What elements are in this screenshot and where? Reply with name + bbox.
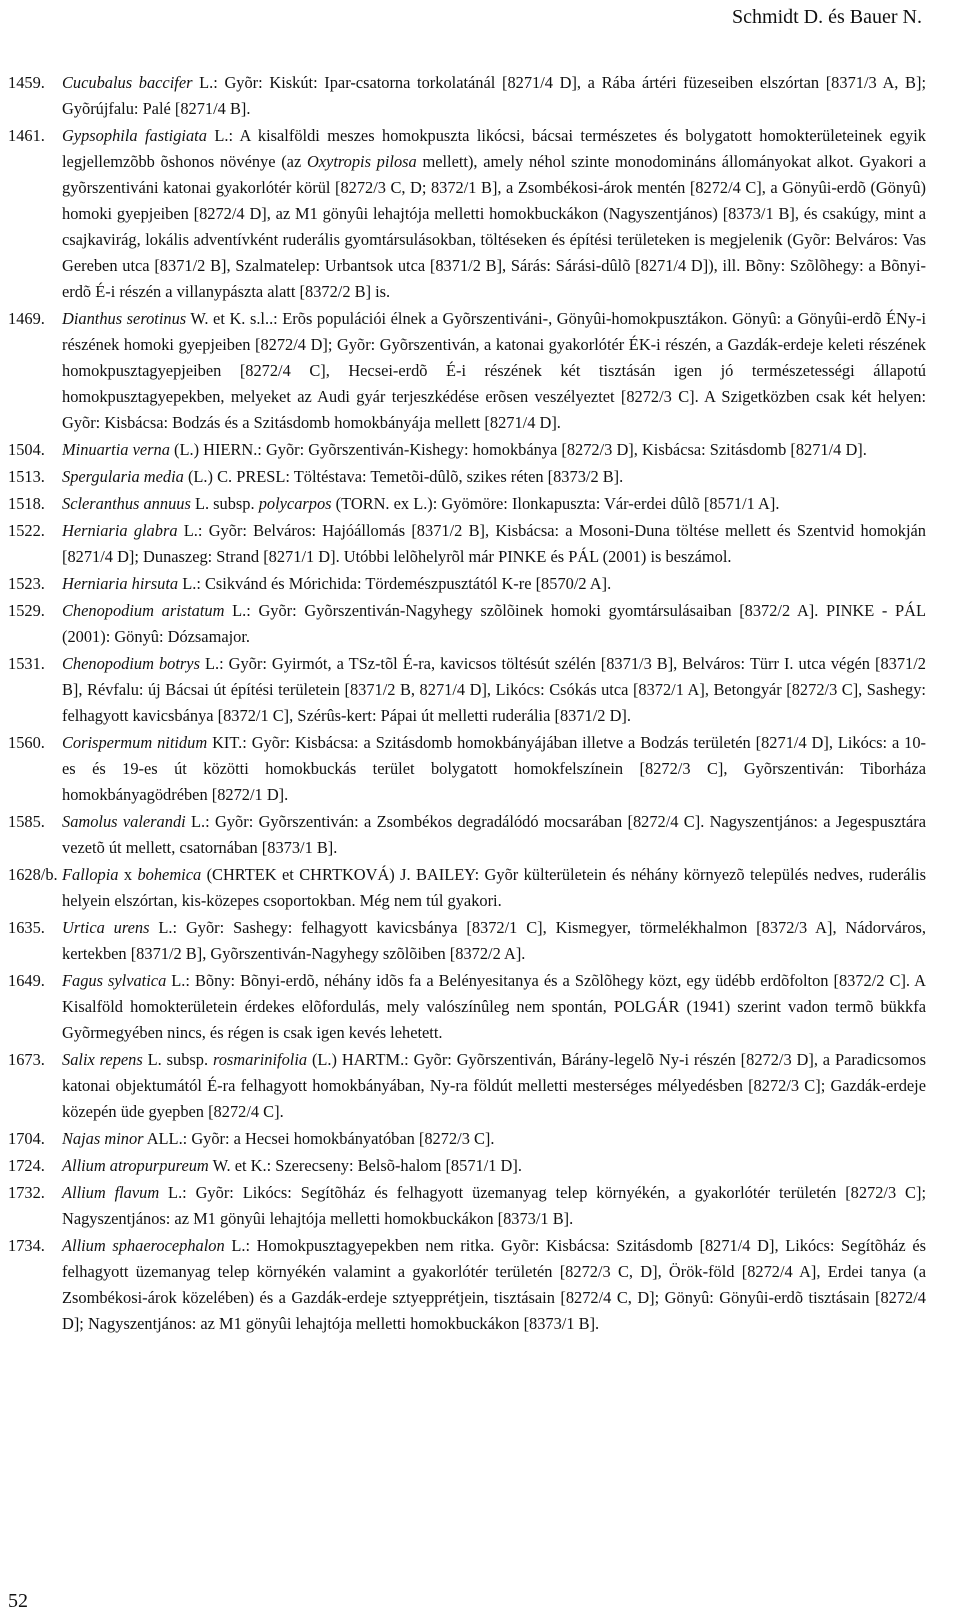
entry-text: L. subsp. [142, 1050, 213, 1069]
species-entry [8, 70, 926, 122]
running-head: Schmidt D. és Bauer N. [732, 6, 922, 28]
species-name: Spergularia media [62, 467, 184, 486]
entry-number: 1461. [8, 126, 45, 145]
entry-number: 1459. [8, 73, 45, 92]
species-name: Samolus valerandi [62, 812, 186, 831]
entry-number: 1649. [8, 971, 45, 990]
species-entry [8, 968, 926, 1046]
species-entry [8, 1047, 926, 1125]
species-name: Gypsophila fastigiata [62, 126, 207, 145]
entry-number: 1704. [8, 1129, 45, 1148]
species-name: Dianthus serotinus [62, 309, 187, 328]
entry-number: 1560. [8, 733, 45, 752]
species-name: Herniaria hirsuta [62, 574, 179, 593]
species-entry [8, 598, 926, 650]
species-name-secondary: rosmarinifolia [212, 1050, 308, 1069]
entry-text-continued: (TORN. ex L.): Gyömöre: Ilonkapuszta: Vár-erdei dûlõ [8571/1 A]. [331, 494, 780, 513]
species-name-secondary: Oxytropis pilosa [306, 152, 417, 171]
entry-text: (L.) HIERN.: Gyõr: Gyõrszentiván-Kishegy: homokbánya [8272/3 D], Kisbácsa: Szitásdomb [8271/4 D]. [169, 440, 867, 459]
entry-text: L.: A kisalföldi meszes homokpuszta likócsi, bácsai természetes és bolygatott homokterületeinek egyik legjellemzõbb õshonos növénye (az [62, 126, 926, 171]
entry-text: L.: Gyõr: Kiskút: Ipar-csatorna torkolatánál [8271/4 D], a Rába ártéri füzeseiben elszórtan [8371/3 A, B]; Gyõrújfalu: Palé [8271/4 B]. [62, 73, 926, 118]
entry-number: 1732. [8, 1183, 45, 1202]
entry-number: 1673. [8, 1050, 45, 1069]
entry-text: L. subsp. [190, 494, 259, 513]
species-entry [8, 1153, 926, 1179]
entry-text: L.: Gyõr: Sashegy: felhagyott kavicsbánya [8372/1 C], Kismegyer, törmelékhalmon [8372/3 A], Nádorváros, kertekben [8371/2 B], Gyõrszentiván-Nagyhegy szõlõiben [8372/2 A]. [62, 918, 926, 963]
species-entry [8, 1126, 926, 1152]
entry-number: 1469. [8, 309, 45, 328]
species-name: Chenopodium aristatum [62, 601, 225, 620]
entry-text: KIT.: Gyõr: Kisbácsa: a Szitásdomb homokbányájában illetve a Bodzás területén [8271/4 D], Likócs: a 10-es és 19-es út közötti homokbuckás terület bolygatott homokfelszínein [8272/3 C], Gyõrszentiván: Tiborháza homokbányagödrében [8272/1 D]. [62, 733, 926, 804]
species-name-secondary: polycarpos [258, 494, 332, 513]
species-name: Scleranthus annuus [62, 494, 191, 513]
species-name: Allium flavum [62, 1183, 160, 1202]
entry-number: 1504. [8, 440, 45, 459]
species-entry [8, 730, 926, 808]
species-entry [8, 464, 926, 490]
entry-text-continued: (L.) HARTM.: Gyõr: Gyõrszentiván, Bárány-legelõ Ny-i részén [8272/3 D], a Paradicsomos katonai objektumától É-ra felhagyott homokbányában, Ny-ra földút melletti mesterséges mélyedésben [8272/3 C]; Gazdák-erdeje közepén üde gyepben [8272/4 C]. [62, 1050, 927, 1121]
entry-text: L.: Gyõr: Gyirmót, a TSz-tõl É-ra, kavicsos töltésút szélén [8371/3 B], Belváros: Türr I. utca végén [8371/2 B], Révfalu: új Bácsai út építési területein [8371/2 B, 8271/4 D], Likócs: Csókás utca [8372/1 A], Betongyár [8272/3 C], Sashegy: felhagyott kavicsbánya [8372/1 C], Szérûs-kert: Pápai út melletti ruderália [8371/2 D]. [62, 654, 926, 725]
entry-number: 1531. [8, 654, 45, 673]
species-name: Allium atropurpureum [62, 1156, 209, 1175]
species-name: Allium sphaerocephalon [62, 1236, 225, 1255]
entry-text: (L.) C. PRESL: Töltéstava: Temetõi-dûlõ, szikes réten [8373/2 B]. [183, 467, 624, 486]
entry-number: 1522. [8, 521, 45, 540]
entry-number: 1724. [8, 1156, 45, 1175]
entry-number: 1513. [8, 467, 45, 486]
species-list [8, 70, 926, 1338]
species-entry [8, 915, 926, 967]
entry-number: 1628/b. [8, 865, 58, 884]
species-entry [8, 862, 926, 914]
entry-text-continued: (CHRTEK et CHRTKOVÁ) J. BAILEY: Gyõr külterületein és néhány környezõ település nedves, ruderális helyein elszórtan, kis-közepes csoportokban. Még nem túl gyakori. [62, 865, 927, 910]
entry-text: L.: Gyõr: Gyõrszentiván: a Zsombékos degradálódó mocsarában [8272/4 C]. Nagyszentjános: a Jegespusztára vezetõ út mellett, csatornában [8373/1 B]. [62, 812, 926, 857]
entry-number: 1518. [8, 494, 45, 513]
species-name: Salix repens [62, 1050, 143, 1069]
entry-text: L.: Csikvánd és Mórichida: Tördemészpusztától K-re [8570/2 A]. [178, 574, 612, 593]
species-name: Herniaria glabra [62, 521, 178, 540]
entry-text: W. et K. s.l..: Erõs populációi élnek a Gyõrszentiváni-, Gönyûi-homokpusztákon. Gönyû: a Gönyûi-erdõ ÉNy-i részének homoki gyepjeiben [8272/4 D]; Gyõr: Gyõrszentiván, a katonai gyakorlótér ÉK-i részén, a Gazdák-erdeje keleti részének homokpusztagyepjeiben [8272/4 C], Hecsei-erdõ É-i részének két tisztásán igen jó természetességi állapotú homokpusztagyepekben, melyeket az Audi gyár terjeszkédése erõsen veszélyeztet [8272/3 C]. A Szigetközben csak két helyen: Gyõr: Kisbácsa: Bodzás és a Szitásdomb homokbányája mellett [8271/4 D]. [62, 309, 927, 432]
species-name: Cucubalus baccifer [62, 73, 193, 92]
species-name: Fagus sylvatica [62, 971, 167, 990]
page-number: 52 [8, 1590, 28, 1612]
species-entry [8, 809, 926, 861]
species-entry [8, 1233, 926, 1337]
entry-text: L.: Homokpusztagyepekben nem ritka. Gyõr: Kisbácsa: Szitásdomb [8271/4 D], Likócs: Segítõház és felhagyott üzemanyag telep környékén valamint a gyakorlótér területén [8272/3 C, D], Örök-föld [8272/4 A], Erdei tanya (a Zsombékosi-árok közelében) és a Gazdák-erdeje sztyepprétjein, tisztásain [8272/4 C, D]; Gönyû: Gönyûi-erdõ tisztásain [8272/4 D]; Nagyszentjános: az M1 gönyûi lehajtója melletti homokbuckákon [8373/1 B]. [62, 1236, 927, 1333]
species-entry [8, 123, 926, 305]
species-entry [8, 306, 926, 436]
entry-number: 1635. [8, 918, 45, 937]
entry-text: ALL.: Gyõr: a Hecsei homokbányatóban [8272/3 C]. [143, 1129, 495, 1148]
entry-text: x [118, 865, 138, 884]
species-name: Chenopodium botrys [62, 654, 200, 673]
entry-text: W. et K.: Szerecseny: Belsõ-halom [8571/1 D]. [208, 1156, 522, 1175]
species-name: Najas minor [62, 1129, 144, 1148]
entry-text: L.: Gyõr: Likócs: Segítõház és felhagyott üzemanyag telep környékén, a gyakorlótér területén [8272/3 C]; Nagyszentjános: az M1 gönyûi lehajtója melletti homokbuckákon [8373/1 B]. [62, 1183, 926, 1228]
species-entry [8, 518, 926, 570]
species-name: Minuartia verna [62, 440, 170, 459]
entry-text-continued: mellett), amely néhol szinte monodomináns állományokat alkot. Gyakori a gyõrszentiváni katonai gyakorlótér körül [8272/3 C, D; 8372/1 B], a Zsombékosi-árok mentén [8272/4 C], a Gönyûi-erdõ (Gönyû) homoki gyepjeiben [8272/4 D], az M1 gönyûi lehajtója melletti homokbuckákon (Nagyszentjános) [8373/1 B], és csakúgy, mint a csajkavirág, lokális adventívként ruderális gyomtársulásokban, töltéseken és építési területeken is megjelenik (Gyõr: Belváros: Vas Gereben utca [8371/2 B], Szalmatelep: Urbantsok utca [8371/2 B], Sárás: Sárási-dûlõ [8271/4 D]), ill. Bõny: Szõlõhegy: a Bõnyi-erdõ É-i részén a villanypászta alatt [8372/2 B] is. [62, 152, 926, 301]
entry-number: 1523. [8, 574, 45, 593]
species-name: Urtica urens [62, 918, 150, 937]
species-name: Corispermum nitidum [62, 733, 208, 752]
species-entry [8, 437, 926, 463]
entry-number: 1585. [8, 812, 45, 831]
species-name: Fallopia [62, 865, 119, 884]
entry-number: 1734. [8, 1236, 45, 1255]
species-entry [8, 571, 926, 597]
entry-text: L.: Bõny: Bõnyi-erdõ, néhány idõs fa a Belényesitanya és a Szõlõhegy közt, egy üdébb erdõfolton [8372/2 C]. A Kisalföld homokterületein érdekes elõfordulás, mely valószínûleg nem spontán, POLGÁR (1941) szerint vadon termõ bükkfa Gyõrmegyében nincs, és régen is csak igen kevés lehetett. [62, 971, 926, 1042]
species-entry [8, 1180, 926, 1232]
species-name-secondary: bohemica [137, 865, 202, 884]
species-entry [8, 491, 926, 517]
entry-text: L.: Gyõr: Belváros: Hajóállomás [8371/2 B], Kisbácsa: a Mosoni-Duna töltése mellett és Szentvid homokján [8271/4 D]; Dunaszeg: Strand [8271/1 D]. Utóbbi lelõhelyrõl már PINKE és PÁL (2001) is beszámol. [62, 521, 926, 566]
entry-text: L.: Gyõr: Gyõrszentiván-Nagyhegy szõlõinek homoki gyomtársulásaiban [8372/2 A]. PINKE - PÁL (2001): Gönyû: Dózsamajor. [62, 601, 926, 646]
species-entry [8, 651, 926, 729]
entry-number: 1529. [8, 601, 45, 620]
